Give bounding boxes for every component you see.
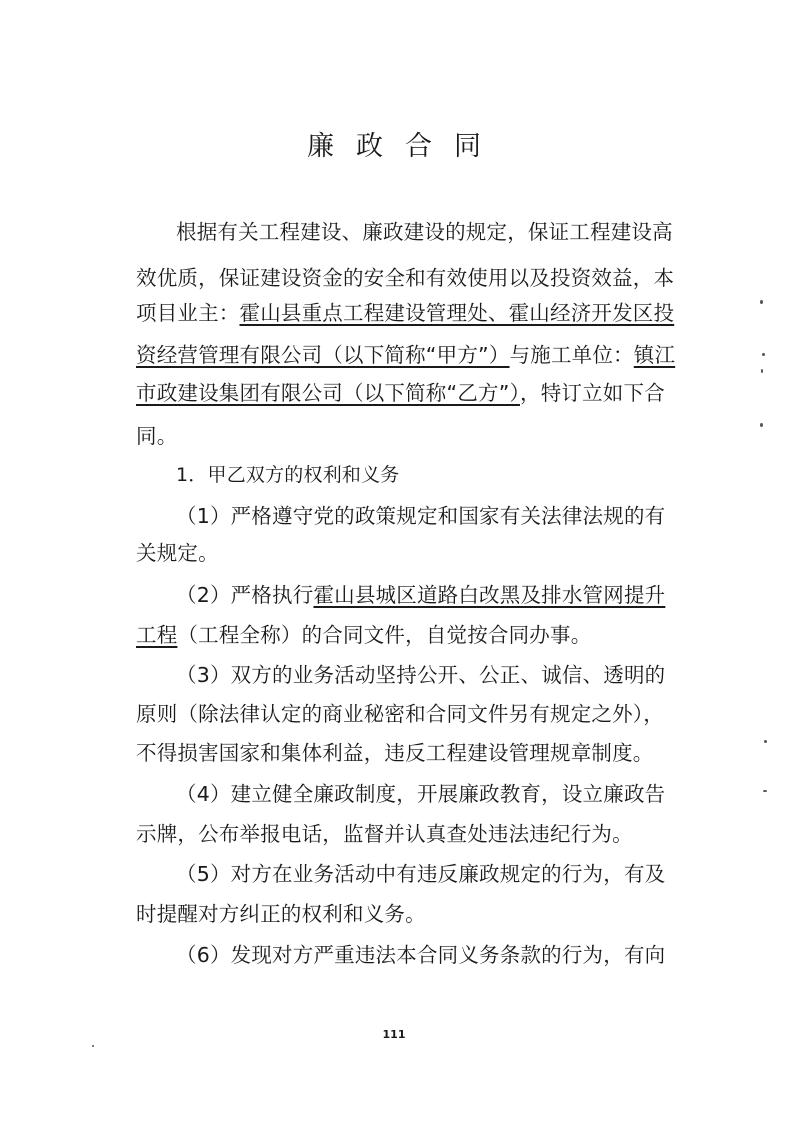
item-3-line-1: （3）双方的业务活动坚持公开、公正、诚信、透明的 [176, 663, 666, 687]
scan-speck [760, 300, 763, 304]
item-1-line-1: （1）严格遵守党的政策规定和国家有关法律法规的有 [176, 504, 666, 528]
scan-speck [764, 740, 767, 743]
document-title: 廉政合同 [307, 131, 503, 162]
item-4-line-2: 示牌，公布举报电话，监督并认真查处违法违纪行为。 [136, 822, 633, 846]
item-5-line-1: （5）对方在业务活动中有违反廉政规定的行为，有及 [176, 862, 666, 886]
item-2-line-1 [176, 583, 665, 607]
scan-speck [761, 369, 763, 373]
intro-line-4 [136, 343, 675, 367]
project-name-cont: 工程 [136, 623, 178, 647]
item-2-line-2 [136, 623, 591, 647]
intro-line-4-mid: 与施工单位： [509, 343, 634, 367]
section-heading-1: 1．甲乙双方的权利和义务 [176, 464, 400, 486]
party-b-name-cont: 市政建设集团有限公司（以下简称“乙方”） [136, 381, 520, 405]
party-b-name: 镇江 [633, 343, 676, 367]
intro-line-3-lead: 项目业主： [136, 301, 240, 325]
party-a-name: 霍山县重点工程建设管理处、霍山经济开发区投 [239, 301, 675, 325]
intro-line-3 [136, 301, 674, 325]
item-5-line-2: 时提醒对方纠正的权利和义务。 [136, 902, 426, 926]
scan-speck [763, 790, 767, 792]
item-3-line-3: 不得损害国家和集体利益，违反工程建设管理规章制度。 [136, 741, 654, 765]
item-3-line-2: 原则（除法律认定的商业秘密和合同文件另有规定之外）， [136, 702, 664, 726]
intro-line-5 [136, 381, 665, 405]
scan-speck [760, 423, 763, 427]
item-6-line-1: （6）发现对方严重违法本合同义务条款的行为，有向 [176, 943, 666, 967]
item-2-tail: （工程全称）的合同文件，自觉按合同办事。 [177, 623, 592, 647]
project-name: 霍山县城区道路白改黑及排水管网提升 [313, 583, 666, 607]
scan-speck [92, 1045, 94, 1047]
item-2-lead: （2）严格执行 [176, 583, 314, 607]
scan-speck [762, 353, 765, 356]
intro-line-1: 根据有关工程建设、廉政建设的规定，保证工程建设高 [176, 220, 673, 244]
item-4-line-1: （4）建立健全廉政制度，开展廉政教育，设立廉政告 [176, 782, 666, 806]
party-a-name-cont: 资经营管理有限公司（以下简称“甲方”） [136, 343, 510, 367]
page-number: 111 [382, 1028, 406, 1041]
intro-line-2: 效优质，保证建设资金的安全和有效使用以及投资效益，本 [136, 266, 675, 290]
intro-line-6: 同。 [136, 424, 178, 448]
item-1-line-2: 关规定。 [136, 541, 219, 565]
intro-line-5-tail: ，特订立如下合 [520, 381, 665, 405]
